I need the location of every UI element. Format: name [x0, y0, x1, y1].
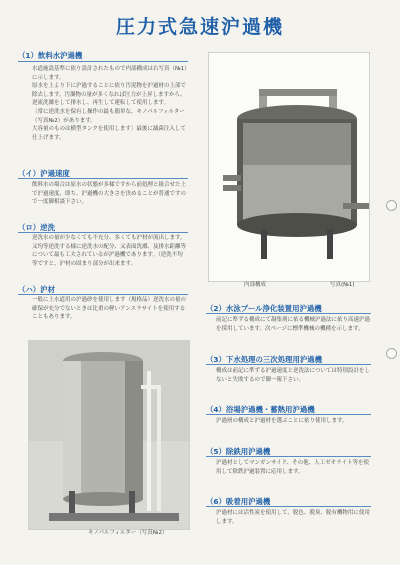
section-body-drinking-water: [32, 65, 188, 142]
section-heading-pool-filter: （2）水泳プール浄化装置用沪過機: [206, 304, 322, 313]
pressure-filter-cutaway-illustration: [209, 53, 369, 281]
heading-underline: [18, 61, 188, 62]
section-body-filtration-rate: 飲料水の場合は原水の状態が多様ですから前処理と組合せた上で沪過速度、即ち、沪過機の大きさを決めることが普通ですので一度御相談下さい。: [32, 182, 187, 206]
section-body-bath-filter: 沪過層の構成と沪過材を選ぶことに依り使用します。: [216, 418, 348, 424]
heading-underline: [206, 414, 371, 415]
binder-hole: [386, 348, 397, 359]
heading-underline: [206, 364, 371, 365]
section-heading-drinking-water: （1）飲料水沪過機: [18, 51, 83, 60]
internal-structure-photo: [208, 52, 370, 282]
heading-underline: [206, 313, 371, 314]
kinopal-filter-illustration: [29, 341, 189, 529]
heading-underline: [18, 232, 188, 233]
section-heading-filter-media: （ハ）沪材: [18, 285, 55, 294]
paragraph: 〔常に逆洗水を保有し操作の最も簡単な、キノパルフィルター（写真№2）があります。: [32, 108, 185, 124]
paragraph: 大容量のものは横型タンクを使用します〕最後に滅菌注入して仕上げます。: [32, 126, 186, 141]
section-heading-adsorption-filter: （6）吸着用沪過機: [206, 497, 271, 506]
section-heading-sewage-filter: （3）下水処理の三次処理用沪過機: [206, 355, 323, 364]
page-title: 圧力式急速沪過機: [115, 16, 284, 38]
binder-hole: [386, 200, 397, 211]
photo2-caption: キノパルフィルター（写真№2）: [88, 530, 168, 536]
heading-underline: [18, 294, 188, 295]
paragraph: 水道施設基準に依り設計されたもので内部構成は右写真（№1）に示します。: [32, 66, 187, 81]
heading-underline: [206, 506, 371, 507]
section-body-adsorption-filter: 沪過材には活性炭を使用して、脱色、脱臭、脱有機物用に使用します。: [216, 510, 370, 525]
section-heading-filtration-rate: （イ）沪過速度: [18, 169, 70, 178]
section-body-filter-media: 一般に上水道用の沪過砂を使用します（規格品）逆洗水の量の確保が充分でないときは比重の軽いアンスラサイトを使用することもあります。: [32, 297, 187, 321]
section-body-sewage-filter: 構成は前記に準ずる沪過速度と逆洗法については特別設計をしないと失敗するので御一報下さい。: [216, 368, 370, 383]
section-body-backwash: 逆洗水の量が少なくても不充分、多くても沪材が流出します。又均等逆洗する様に逆洗水の配分、又表面洗滌、及排水距離等について最も工夫されているが沪過機であります。（逆洗不均等ですと、沪材の固まり部分が出来ます。: [32, 235, 187, 267]
heading-underline: [206, 456, 371, 457]
section-heading-bath-filter: （4）浴場沪過機・蓄熱用沪過機: [206, 405, 315, 414]
section-body-pool-filter: 前記に準ずる構成にて凝集剤に依る機械沪過法に依り高速沪過を採用しています。次ページに標準機械の機種を示します。: [216, 317, 371, 332]
photo1-caption-label: 内部構成: [244, 282, 267, 288]
filter-tank-photo: [28, 340, 190, 530]
paragraph: 原水を上より下に沪過することに依り汚泥物を沪過材の上部で除去します。汚濁物の量が多くなれば圧力が上昇しますから、逆流洗滌をして排水し、再生して運転して使用します。: [32, 83, 187, 107]
heading-underline: [18, 178, 188, 179]
section-heading-iron-removal-filter: （5）除鉄用沪過機: [206, 447, 271, 456]
section-heading-backwash: （ロ）逆洗: [18, 223, 55, 232]
photo1-caption-number: 写真(№1): [330, 282, 355, 288]
section-body-iron-removal-filter: 沪過材としてマンガンサイド、その他、人工ゼオライト等を使用して除鉄沪過装置に応用します。: [216, 460, 369, 475]
